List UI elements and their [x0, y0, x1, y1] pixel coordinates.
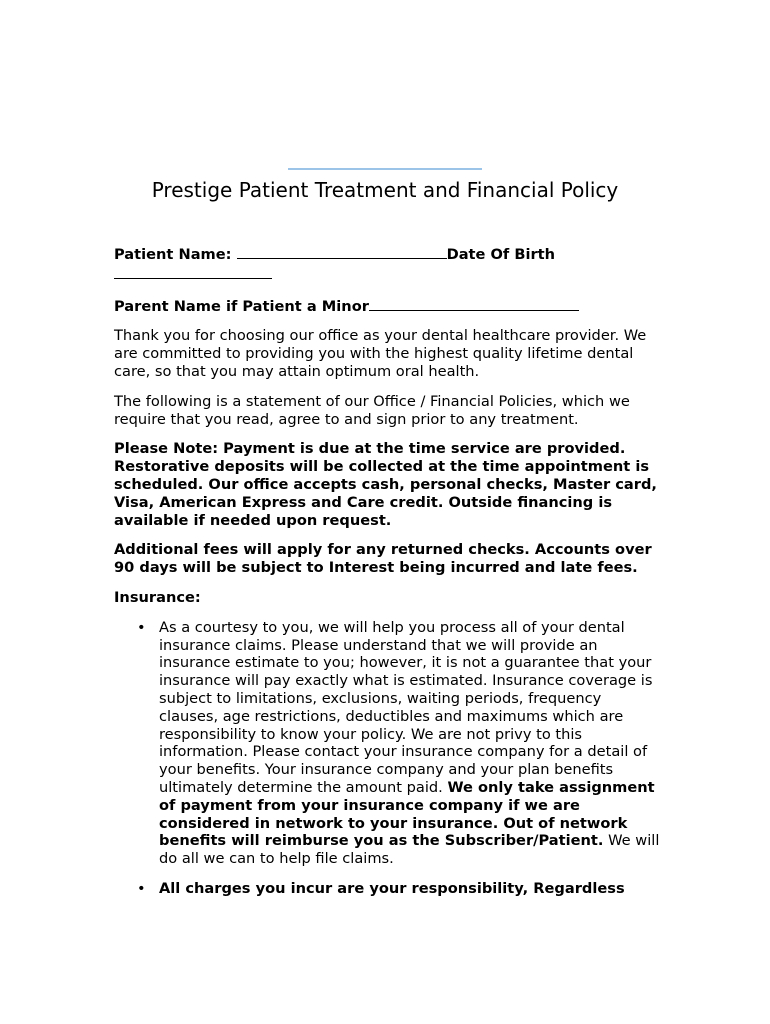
dob-blank: [114, 264, 272, 279]
insurance-list: [114, 619, 660, 898]
list-item: [114, 619, 660, 868]
bullet-text-bold: All charges you incur are your responsibility, Regardless: [159, 879, 625, 897]
parent-name-label: Parent Name if Patient a Minor: [114, 297, 369, 315]
document-title: Prestige Patient Treatment and Financial Policy: [151, 178, 619, 202]
document-body: [114, 244, 660, 910]
intro-paragraph: Thank you for choosing our office as your dental healthcare provider. We are committed to providing you with the highest quality lifetime dental care, so that you may attain optimum oral health.: [114, 327, 647, 380]
list-item: [114, 880, 660, 898]
payment-note: Please Note: Payment is due at the time service are provided. Restorative deposits will be collected at the time appointment is scheduled. Our office accepts cash, personal checks, Master card, Visa, American Express and Care credit. Outside financing is available if needed upon request.: [114, 440, 657, 529]
header-rule: [288, 168, 482, 170]
patient-name-label: Patient Name:: [114, 246, 232, 263]
parent-name-blank: [369, 296, 579, 311]
dob-label: Date Of Birth: [446, 246, 556, 263]
bullet-text-regular: As a courtesy to you, we will help you process all of your dental insurance claims. Please understand that we will provide an insurance estimate to you; however, it is not a guarantee that your insurance will pay exactly what is estimated. Insurance coverage is subject to limitations, exclusions, waiting periods, frequency clauses, age restrictions, deductibles and maximums which are responsibility to know your policy. We are not privy to this information. Please contact your insurance company for a detail of your benefits. Your insurance company and your plan benefits ultimately determine the amount paid.: [159, 618, 653, 796]
bullet-text-tail: We will do all we can to help file claims.: [159, 832, 660, 868]
bullet-text-bold: We only take assignment of payment from your insurance company if we are considered in network to your insurance. Out of network benefits will reimburse you as the Subscriber/Patient.: [159, 778, 655, 850]
parent-info-line: [114, 296, 660, 316]
patient-name-blank: [237, 244, 447, 259]
fees-note: Additional fees will apply for any returned checks. Accounts over 90 days will be subject to Interest being incurred and late fees.: [114, 541, 652, 577]
bullet-icon: •: [137, 879, 146, 897]
insurance-heading: Insurance:: [114, 588, 201, 606]
bullet-icon: •: [137, 618, 146, 636]
patient-info-line: [114, 244, 660, 284]
statement-paragraph: The following is a statement of our Office / Financial Policies, which we require that you read, agree to and sign prior to any treatment.: [114, 392, 630, 428]
